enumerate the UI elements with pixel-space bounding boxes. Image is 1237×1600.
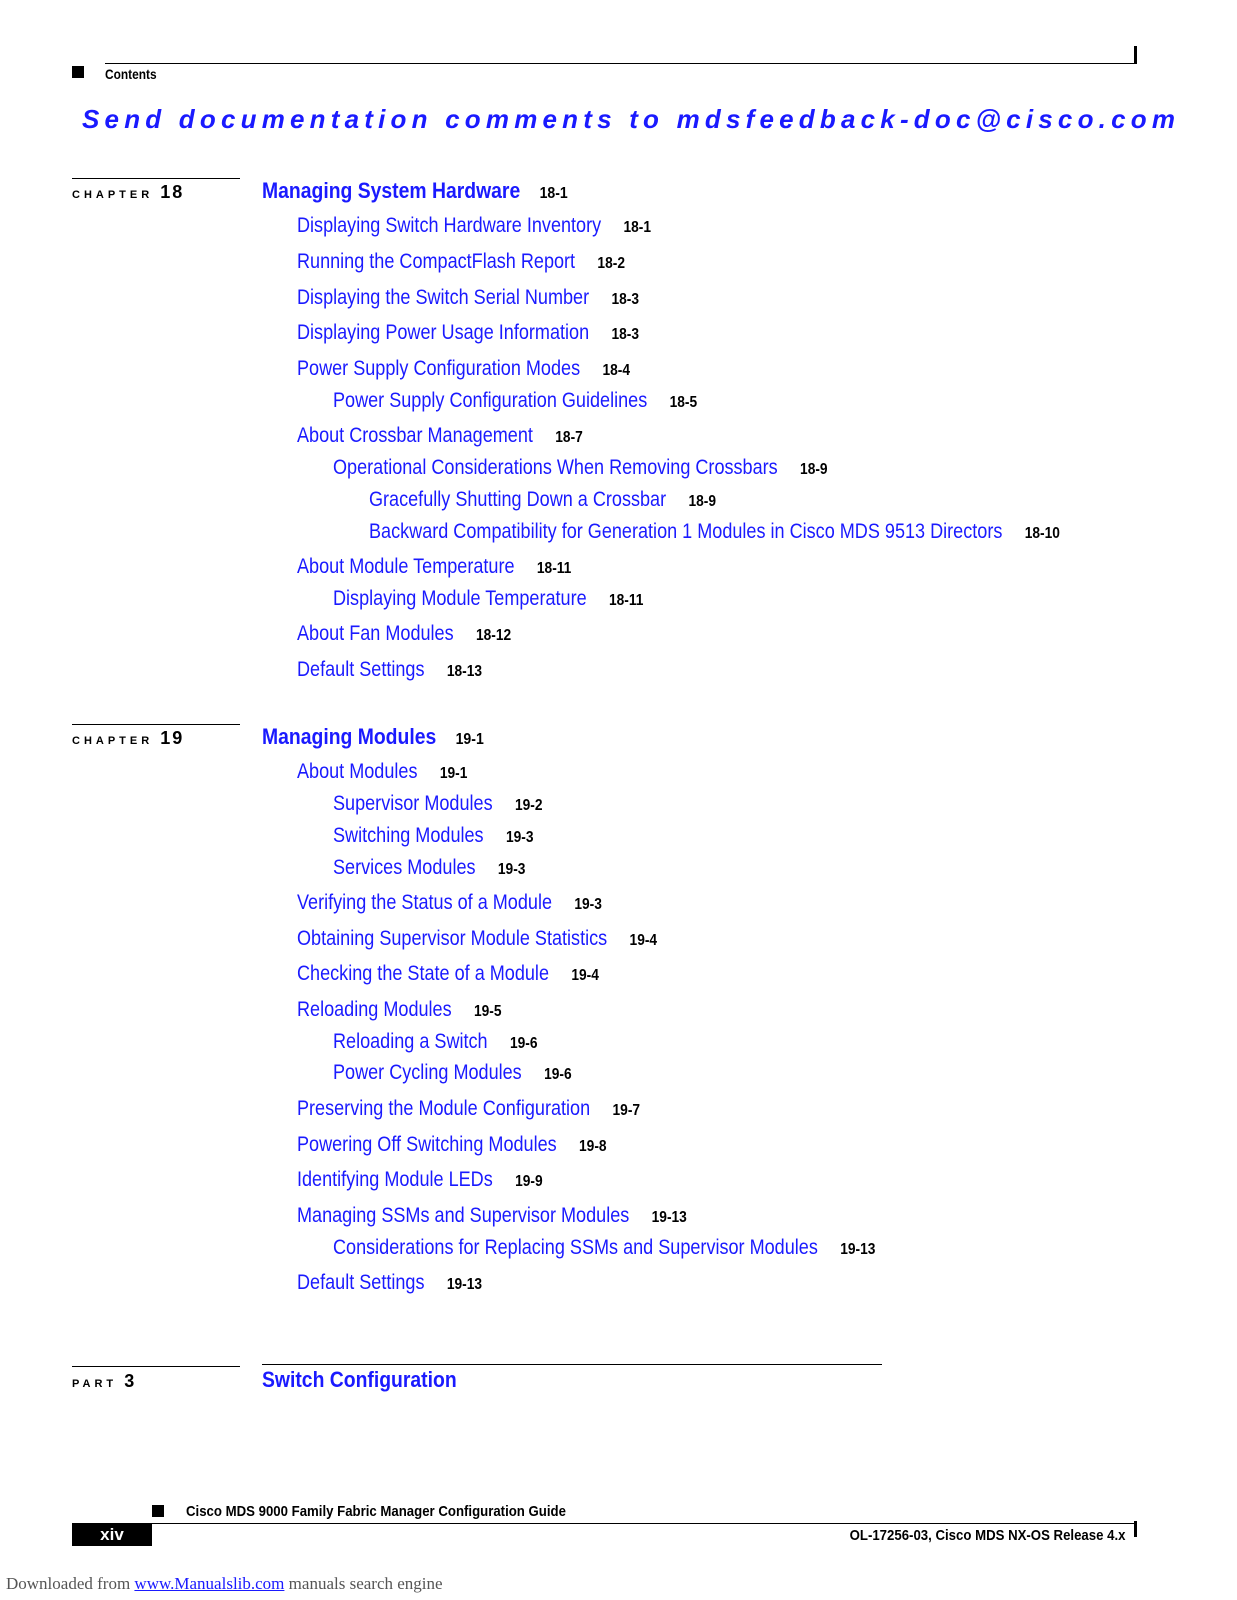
chapter-title-text: Managing Modules xyxy=(262,724,437,749)
toc-entry[interactable] xyxy=(297,1097,640,1121)
toc-entry-page: 19-8 xyxy=(579,1138,607,1155)
toc-entry[interactable] xyxy=(297,321,639,345)
toc-entry-text: About Module Temperature xyxy=(297,555,515,578)
footer-margin-bar xyxy=(1134,1521,1137,1537)
toc-entry[interactable] xyxy=(297,555,571,579)
toc-entry-text: Identifying Module LEDs xyxy=(297,1168,493,1191)
toc-entry[interactable] xyxy=(297,622,511,646)
toc-entry-text: Obtaining Supervisor Module Statistics xyxy=(297,927,608,950)
toc-entry-page: 18-5 xyxy=(669,394,698,411)
part-3-title[interactable]: Switch Configuration xyxy=(262,1367,457,1392)
download-prefix: Downloaded from xyxy=(6,1574,131,1593)
toc-entry[interactable] xyxy=(297,424,583,448)
footer-page-number: xiv xyxy=(72,1524,152,1546)
toc-entry[interactable] xyxy=(333,389,697,413)
toc-entry-page: 19-1 xyxy=(439,765,468,782)
toc-entry-page: 19-5 xyxy=(473,1003,502,1020)
toc-entry[interactable] xyxy=(333,856,525,880)
chapter-number: 18 xyxy=(160,182,185,202)
toc-entry-text: Powering Off Switching Modules xyxy=(297,1133,557,1156)
chapter-title-text: Managing System Hardware xyxy=(262,178,521,203)
part-3-title-rule xyxy=(262,1364,882,1365)
download-suffix: manuals search engine xyxy=(284,1574,443,1593)
toc-entry[interactable] xyxy=(333,587,643,611)
toc-entry-text: Reloading Modules xyxy=(297,998,452,1021)
toc-entry-page: 19-4 xyxy=(571,967,599,984)
toc-entry-text: Displaying Module Temperature xyxy=(333,587,587,610)
header-square-icon xyxy=(72,66,84,78)
chapter-18-title[interactable] xyxy=(262,178,568,204)
chapter-19-rule xyxy=(72,724,240,725)
download-note xyxy=(6,1574,443,1594)
toc-entry-text: Displaying Power Usage Information xyxy=(297,321,590,344)
toc-entry-text: Displaying Switch Hardware Inventory xyxy=(297,214,602,237)
toc-entry-text: Reloading a Switch xyxy=(333,1030,488,1053)
toc-entry[interactable] xyxy=(297,1271,482,1295)
toc-entry-text: Power Supply Configuration Guidelines xyxy=(333,389,648,412)
toc-entry-text: Default Settings xyxy=(297,1271,425,1294)
toc-entry-page: 18-10 xyxy=(1024,525,1060,542)
toc-entry[interactable] xyxy=(297,250,625,274)
toc-entry-text: Switching Modules xyxy=(333,824,484,847)
toc-entry-page: 18-3 xyxy=(611,326,640,343)
toc-entry-text: Operational Considerations When Removing Crossbars xyxy=(333,456,778,479)
toc-entry-page: 19-13 xyxy=(651,1209,687,1226)
part-3-tag xyxy=(72,1371,136,1392)
toc-entry-page: 19-6 xyxy=(544,1066,572,1083)
toc-entry-page: 19-4 xyxy=(629,932,658,949)
toc-entry-page: 18-4 xyxy=(602,362,631,379)
chapter-19-tag xyxy=(72,728,184,749)
chapter-tag-label: CHAPTER xyxy=(72,735,154,747)
toc-entry[interactable] xyxy=(297,214,651,238)
toc-entry-text: Managing SSMs and Supervisor Modules xyxy=(297,1204,630,1227)
toc-entry-page: 18-9 xyxy=(688,493,717,510)
feedback-link[interactable]: Send documentation comments to mdsfeedback-doc@cisco.com xyxy=(82,104,1181,134)
chapter-19-title[interactable] xyxy=(262,724,484,750)
toc-entry[interactable] xyxy=(369,520,1060,544)
toc-entry-text: Supervisor Modules xyxy=(333,792,493,815)
toc-entry-page: 19-3 xyxy=(574,896,602,913)
toc-entry-page: 19-7 xyxy=(612,1102,641,1119)
toc-entry-text: Power Supply Configuration Modes xyxy=(297,357,581,380)
part-number: 3 xyxy=(124,1371,137,1391)
chapter-tag-label: CHAPTER xyxy=(72,189,154,201)
footer-release: OL-17256-03, Cisco MDS NX-OS Release 4.x xyxy=(849,1527,1125,1544)
toc-entry-page: 18-2 xyxy=(597,255,625,272)
toc-entry-text: Backward Compatibility for Generation 1 Modules in Cisco MDS 9513 Directors xyxy=(369,520,1003,543)
toc-entry-page: 19-13 xyxy=(446,1276,483,1293)
toc-entry-text: About Modules xyxy=(297,760,418,783)
toc-entry[interactable] xyxy=(333,456,828,480)
toc-entry[interactable] xyxy=(333,1061,572,1085)
toc-entry-page: 18-12 xyxy=(475,627,512,644)
header-section-label: Contents xyxy=(105,66,157,82)
toc-entry-page: 18-1 xyxy=(623,219,652,236)
toc-entry-text: Preserving the Module Configuration xyxy=(297,1097,591,1120)
toc-entry-text: Default Settings xyxy=(297,658,425,681)
toc-entry-text: About Fan Modules xyxy=(297,622,454,645)
part-3-rule xyxy=(72,1366,240,1367)
toc-entry-text: Displaying the Switch Serial Number xyxy=(297,286,590,309)
toc-entry[interactable] xyxy=(297,891,602,915)
toc-entry-page: 19-3 xyxy=(505,829,534,846)
toc-entry-page: 18-7 xyxy=(555,429,583,446)
toc-entry-page: 19-9 xyxy=(515,1173,543,1190)
header-margin-bar xyxy=(1134,46,1137,64)
toc-entry[interactable] xyxy=(333,1236,875,1260)
toc-entry[interactable] xyxy=(297,1204,687,1228)
toc-entry[interactable] xyxy=(297,357,630,381)
toc-entry[interactable] xyxy=(369,488,716,512)
toc-entry-page: 19-13 xyxy=(840,1241,876,1258)
toc-entry-text: Gracefully Shutting Down a Crossbar xyxy=(369,488,667,511)
toc-entry[interactable] xyxy=(297,962,599,986)
toc-entry-text: Checking the State of a Module xyxy=(297,962,549,985)
toc-entry-text: Running the CompactFlash Report xyxy=(297,250,576,273)
footer-rule xyxy=(72,1523,1137,1524)
toc-entry-page: 19-6 xyxy=(509,1035,538,1052)
chapter-page: 18-1 xyxy=(539,185,568,202)
chapter-number: 19 xyxy=(160,728,185,748)
toc-entry[interactable] xyxy=(333,792,543,816)
toc-entry-text: Verifying the Status of a Module xyxy=(297,891,553,914)
footer-square-icon xyxy=(152,1505,164,1517)
toc-entry-text: Considerations for Replacing SSMs and Supervisor Modules xyxy=(333,1236,818,1259)
chapter-18-tag xyxy=(72,182,184,203)
toc-entry-page: 19-3 xyxy=(497,861,526,878)
toc-entry[interactable] xyxy=(297,286,639,310)
chapter-page: 19-1 xyxy=(455,731,484,748)
toc-entry[interactable] xyxy=(297,658,482,682)
toc-entry[interactable] xyxy=(297,998,502,1022)
toc-entry[interactable] xyxy=(297,1133,607,1157)
manualslib-link[interactable]: www.Manualslib.com xyxy=(134,1574,285,1593)
toc-entry-text: Power Cycling Modules xyxy=(333,1061,522,1084)
chapter-18-rule xyxy=(72,178,240,179)
toc-entry[interactable] xyxy=(297,927,657,951)
toc-entry-page: 19-2 xyxy=(514,797,543,814)
header-rule xyxy=(105,63,1137,64)
footer-guide-title: Cisco MDS 9000 Family Fabric Manager Configuration Guide xyxy=(186,1503,566,1520)
toc-entry[interactable] xyxy=(297,1168,543,1192)
toc-entry-page: 18-11 xyxy=(536,560,572,577)
toc-entry-page: 18-11 xyxy=(609,592,644,609)
toc-entry[interactable] xyxy=(297,760,467,784)
part-tag-label: PART xyxy=(72,1378,118,1390)
toc-entry-page: 18-9 xyxy=(800,461,828,478)
toc-entry-page: 18-13 xyxy=(446,663,483,680)
toc-entry[interactable] xyxy=(333,1030,538,1054)
toc-entry-text: Services Modules xyxy=(333,856,476,879)
toc-entry-text: About Crossbar Management xyxy=(297,424,533,447)
toc-entry[interactable] xyxy=(333,824,533,848)
toc-entry-page: 18-3 xyxy=(611,291,639,308)
